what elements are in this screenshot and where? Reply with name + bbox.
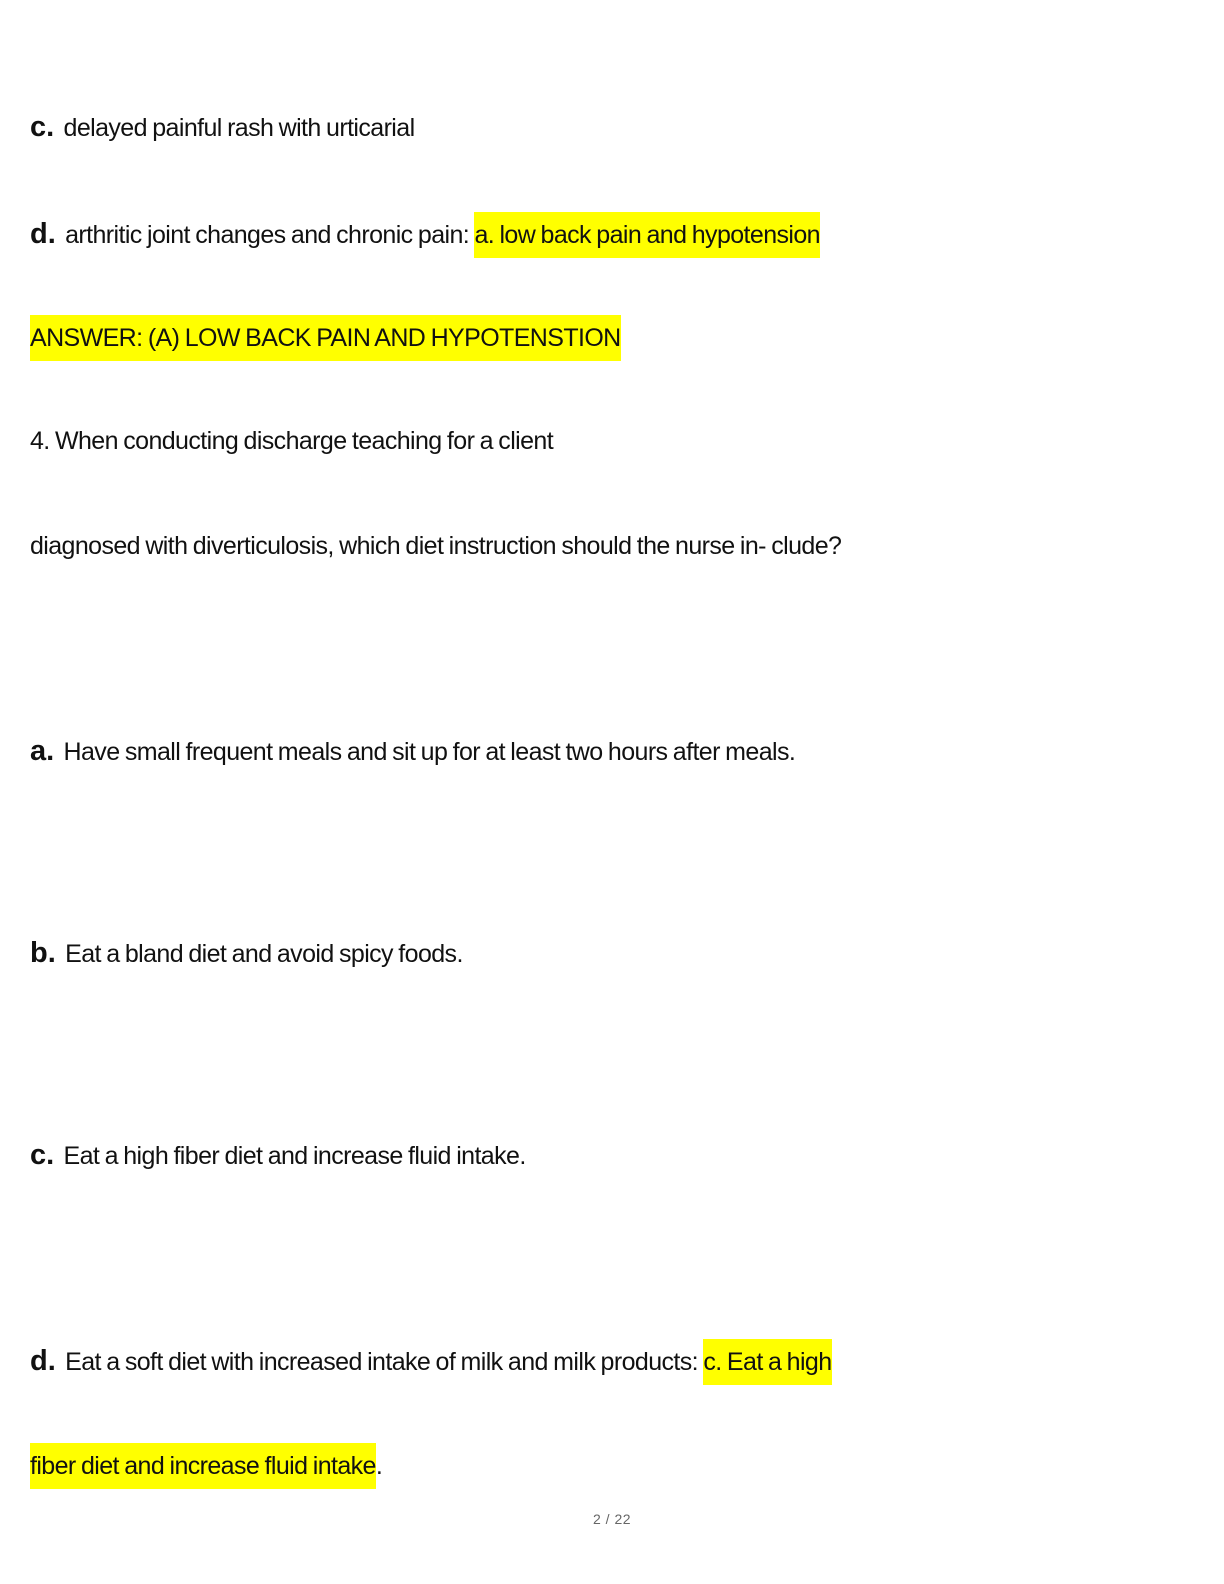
highlighted-answer: fiber diet and increase fluid intake — [30, 1443, 376, 1489]
option-text: Eat a high fiber diet and increase fluid intake. — [58, 1142, 526, 1170]
option-text: arthritic joint changes and chronic pain: — [59, 221, 475, 249]
option-d-line — [30, 211, 820, 257]
question-text: diagnosed with diverticulosis, which diet instruction should the nurse in- clude? — [30, 532, 842, 560]
option-b-line — [30, 930, 463, 976]
option-d-line — [30, 1338, 832, 1384]
option-a-line — [30, 728, 795, 774]
option-text: Have small frequent meals and sit up for at least two hours after meals. — [58, 738, 796, 766]
answer-continuation-line — [30, 1443, 382, 1489]
highlighted-answer: a. low back pain and hypotension — [474, 212, 820, 258]
option-letter: d. — [30, 218, 56, 250]
option-c-line — [30, 1132, 526, 1178]
trailing-period: . — [375, 1452, 383, 1480]
highlighted-answer: c. Eat a high — [703, 1339, 831, 1385]
option-text: Eat a bland diet and avoid spicy foods. — [59, 940, 463, 968]
question-text: 4. When conducting discharge teaching for a client — [30, 427, 554, 455]
option-text: Eat a soft diet with increased intake of milk and milk products: — [59, 1348, 704, 1376]
question-line — [30, 418, 553, 464]
option-letter: b. — [30, 937, 56, 969]
option-c-line — [30, 104, 415, 150]
highlighted-answer: ANSWER: (A) LOW BACK PAIN AND HYPOTENSTION — [30, 315, 621, 361]
option-letter: c. — [30, 1139, 55, 1171]
option-letter: a. — [30, 735, 55, 767]
page-number: 2 / 22 — [592, 1511, 632, 1527]
answer-line — [30, 315, 621, 361]
question-line-continued — [30, 523, 841, 569]
option-letter: d. — [30, 1345, 56, 1377]
option-letter: c. — [30, 111, 55, 143]
option-text: delayed painful rash with urticarial — [58, 114, 415, 142]
